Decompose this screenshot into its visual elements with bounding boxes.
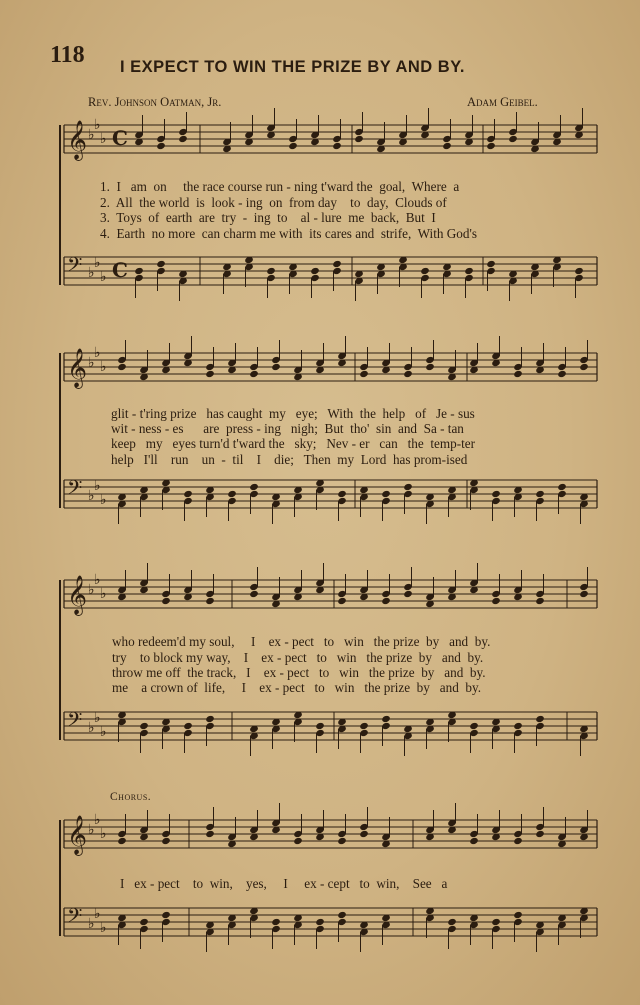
lyric-line-s2-v2: wit - ness - es are press - ing nigh; But tho' sin and Sa - tan <box>111 421 464 436</box>
note-head <box>381 715 391 723</box>
note-head <box>359 830 369 838</box>
note-head <box>579 590 589 598</box>
note-head <box>205 715 215 723</box>
bass-clef-icon: 𝄢 <box>67 476 83 504</box>
lyric-line-chorus: I ex - pect to win, yes, I ex - cept to win, See a <box>120 876 448 891</box>
note-head <box>574 267 584 275</box>
note-head <box>381 597 391 605</box>
note-head <box>205 370 215 378</box>
flat-icon: ♭ <box>94 478 101 494</box>
note-head <box>134 267 144 275</box>
flat-icon: ♭ <box>88 127 95 143</box>
note-head <box>469 722 479 730</box>
flat-icon: ♭ <box>100 724 107 740</box>
lyric-line-s3-v2: try to block my way, I ex - pect to win the prize by and by. <box>112 650 484 665</box>
note-head <box>469 837 479 845</box>
flat-icon: ♭ <box>94 345 101 361</box>
flat-icon: ♭ <box>94 812 101 828</box>
flat-icon: ♭ <box>94 710 101 726</box>
note-head <box>156 260 166 268</box>
flat-icon: ♭ <box>100 492 107 508</box>
flat-icon: ♭ <box>100 920 107 936</box>
note-head <box>205 597 215 605</box>
note-head <box>513 722 523 730</box>
note-head <box>310 267 320 275</box>
note-head <box>486 142 496 150</box>
flat-icon: ♭ <box>88 265 95 281</box>
note-head <box>337 837 347 845</box>
note-head <box>337 911 347 919</box>
flat-icon: ♭ <box>100 269 107 285</box>
note-head <box>381 490 391 498</box>
note-head <box>420 267 430 275</box>
note-head <box>205 830 215 838</box>
note-head <box>337 597 347 605</box>
treble-clef-icon: 𝄞 <box>67 120 88 160</box>
bass-clef-icon: 𝄢 <box>67 253 83 281</box>
note-head <box>491 918 501 926</box>
flat-icon: ♭ <box>100 586 107 602</box>
note-head <box>359 722 369 730</box>
note-head <box>491 597 501 605</box>
chorus-label: Chorus. <box>110 791 152 803</box>
flat-icon: ♭ <box>100 131 107 147</box>
lyric-line-s2-v3: keep my eyes turn'd t'ward the sky; Nev - er can the temp-ter <box>111 436 475 451</box>
lyric-line-s3-v1: who redeem'd my soul, I ex - pect to win the prize by and by. <box>112 634 491 649</box>
note-head <box>117 837 127 845</box>
time-signature-icon: C <box>112 258 128 282</box>
note-head <box>513 370 523 378</box>
flat-icon: ♭ <box>94 117 101 133</box>
note-head <box>464 267 474 275</box>
note-head <box>359 370 369 378</box>
note-head <box>332 142 342 150</box>
note-head <box>354 135 364 143</box>
note-head <box>508 135 518 143</box>
note-head <box>535 830 545 838</box>
note-head <box>403 590 413 598</box>
note-head <box>447 918 457 926</box>
note-head <box>491 490 501 498</box>
flat-icon: ♭ <box>88 822 95 838</box>
note-head <box>161 597 171 605</box>
page-number: 118 <box>50 42 85 68</box>
note-head <box>486 260 496 268</box>
note-head <box>535 715 545 723</box>
lyric-line-s3-v4: me a crown of life, I ex - pect to win the prize by and by. <box>112 680 482 695</box>
bass-clef-icon: 𝄢 <box>67 708 83 736</box>
note-head <box>535 490 545 498</box>
note-head <box>178 135 188 143</box>
lyric-line-s3-v3: throw me off the track, I ex - pect to win the prize by and by. <box>112 665 486 680</box>
note-head <box>271 363 281 371</box>
note-head <box>579 363 589 371</box>
note-head <box>557 370 567 378</box>
note-head <box>139 918 149 926</box>
flat-icon: ♭ <box>88 582 95 598</box>
note-head <box>183 722 193 730</box>
note-head <box>557 483 567 491</box>
note-head <box>513 837 523 845</box>
note-head <box>315 918 325 926</box>
note-head <box>425 363 435 371</box>
note-head <box>117 363 127 371</box>
flat-icon: ♭ <box>94 906 101 922</box>
note-head <box>513 911 523 919</box>
flat-icon: ♭ <box>88 720 95 736</box>
note-head <box>288 142 298 150</box>
note-head <box>249 590 259 598</box>
note-head <box>403 483 413 491</box>
flat-icon: ♭ <box>100 826 107 842</box>
time-signature-icon: C <box>112 126 128 150</box>
bass-clef-icon: 𝄢 <box>67 904 83 932</box>
note-head <box>249 483 259 491</box>
lyric-line-s2-v4: help I'll run un - til I die; Then my Lord has prom-ised <box>111 452 468 467</box>
note-head <box>249 370 259 378</box>
lyric-line-s2-v1: glit - t'ring prize has caught my eye; With the help of Je - sus <box>111 406 475 421</box>
note-head <box>332 260 342 268</box>
note-head <box>315 722 325 730</box>
treble-clef-icon: 𝄞 <box>67 575 88 615</box>
note-head <box>293 837 303 845</box>
note-head <box>183 490 193 498</box>
lyric-line-s1-v4: 4. Earth no more can charm me with its cares and strife, With God's <box>100 226 477 241</box>
note-head <box>535 597 545 605</box>
note-head <box>227 490 237 498</box>
note-head <box>271 918 281 926</box>
note-head <box>139 722 149 730</box>
flat-icon: ♭ <box>100 359 107 375</box>
note-head <box>337 490 347 498</box>
flat-icon: ♭ <box>88 916 95 932</box>
note-head <box>156 142 166 150</box>
note-head <box>161 837 171 845</box>
flat-icon: ♭ <box>94 255 101 271</box>
note-head <box>266 267 276 275</box>
treble-clef-icon: 𝄞 <box>67 348 88 388</box>
flat-icon: ♭ <box>88 488 95 504</box>
note-head <box>161 911 171 919</box>
song-title: I EXPECT TO WIN THE PRIZE BY AND BY. <box>120 58 465 76</box>
lyric-line-s1-v3: 3. Toys of earth are try - ing to al - lure me back, But I <box>100 210 436 225</box>
flat-icon: ♭ <box>94 572 101 588</box>
lyric-line-s1-v1: 1. I am on the race course run - ning t'ward the goal, Where a <box>100 179 460 194</box>
note-head <box>403 370 413 378</box>
treble-clef-icon: 𝄞 <box>67 815 88 855</box>
lyric-line-s1-v2: 2. All the world is look - ing on from day to day, Clouds of <box>100 195 447 210</box>
lyricist-credit: Rev. Johnson Oatman, Jr. <box>88 95 222 109</box>
composer-credit: Adam Geibel. <box>467 95 538 109</box>
note-head <box>442 142 452 150</box>
flat-icon: ♭ <box>88 355 95 371</box>
